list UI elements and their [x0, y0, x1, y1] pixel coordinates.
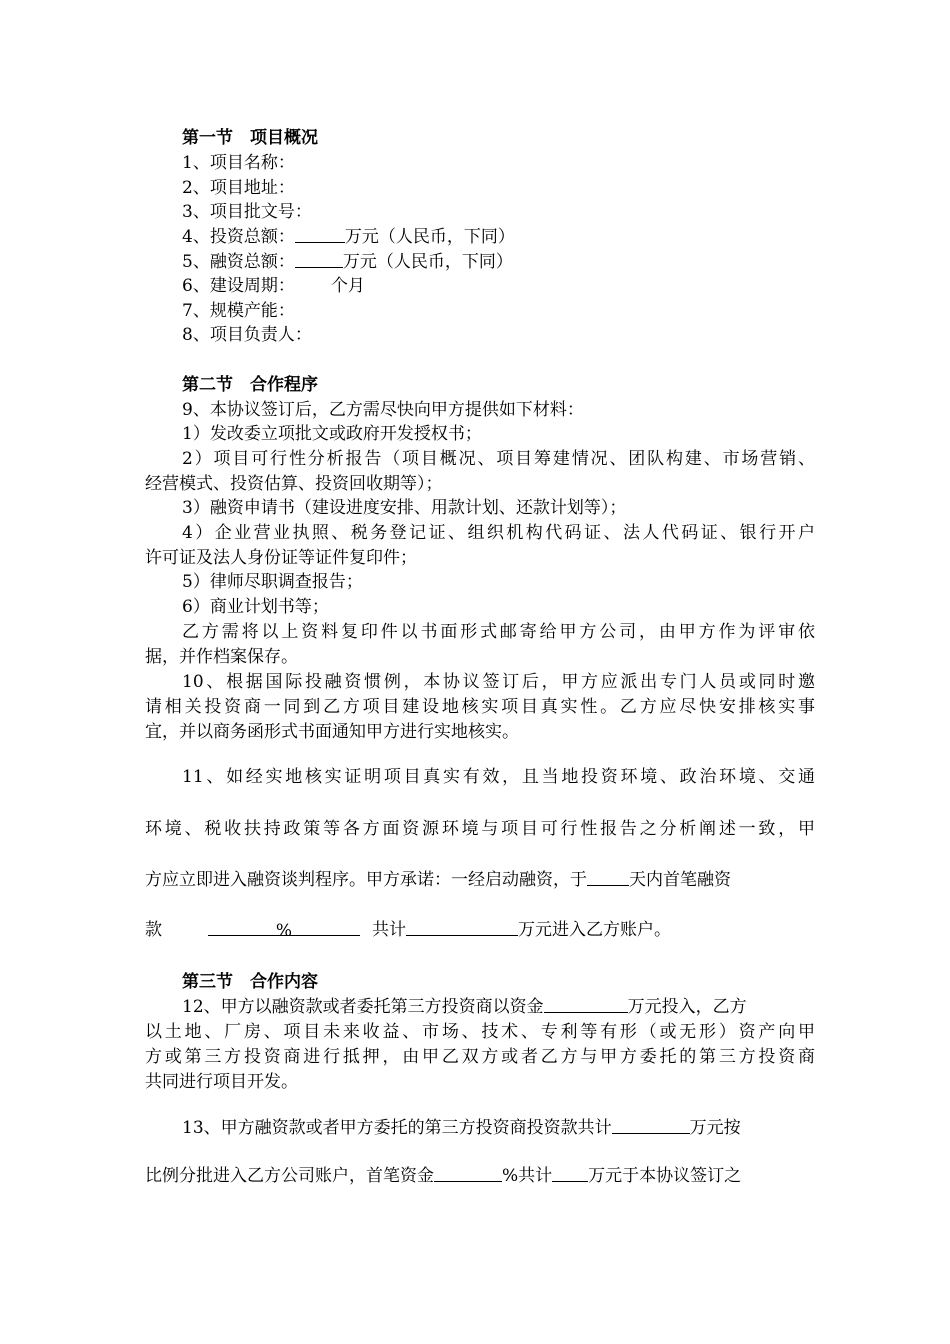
para-9: 9、本协议签订后，乙方需尽快向甲方提供如下材料： — [182, 400, 584, 420]
para-13-line-2-mid: %共计 — [502, 1166, 553, 1186]
item-construction-period-label: 6、建设周期： — [182, 276, 295, 296]
para-13-line-1-text: 13、甲方融资款或者甲方委托的第三方投资商投资款共计 — [182, 1118, 612, 1138]
para-12-line-2: 以土地、厂房、项目未来收益、市场、技术、专利等有形（或无形）资产向甲 — [145, 1022, 815, 1042]
item-construction-period-unit: 个月 — [330, 276, 365, 296]
para-13-line-1 — [182, 1116, 815, 1140]
para-12-line-1-tail: 万元投入，乙方 — [627, 997, 747, 1017]
item-construction-period — [182, 274, 815, 298]
material-3: 3）融资申请书（建设进度安排、用款计划、还款计划等）； — [182, 498, 627, 518]
item-investment-total — [182, 225, 815, 249]
para-11-line-3-tail: 天内首笔融资 — [629, 870, 731, 890]
section-1-heading: 第一节 项目概况 — [182, 128, 318, 148]
para-13-line-1-tail: 万元按 — [689, 1118, 741, 1138]
section-2-heading: 第二节 合作程序 — [182, 375, 318, 395]
item-financing-total — [182, 250, 815, 274]
para-12-line-1-text: 12、甲方以融资款或者委托第三方投资商以资金 — [182, 997, 544, 1017]
blank-underline — [434, 1165, 502, 1182]
para-10-line-1: 10、根据国际投融资惯例，本协议签订后，甲方应派出专门人员或同时邀 — [182, 672, 815, 692]
item-project-name: 1、项目名称： — [182, 153, 295, 173]
item-financing-total-label: 5、融资总额： — [182, 252, 295, 272]
para-11-line-1: 11、如经实地核实证明项目真实有效，且当地投资环境、政治环境、交通 — [182, 767, 815, 787]
para-11-line-4 — [145, 918, 815, 942]
item-approval-number: 3、项目批文号： — [182, 202, 312, 222]
blank-underline — [587, 869, 629, 886]
material-5: 5）律师尽职调查报告； — [182, 572, 363, 592]
blank-underline — [295, 251, 343, 268]
item-project-leader: 8、项目负责人： — [182, 325, 312, 345]
material-2-line-1: 2）项目可行性分析报告（项目概况、项目筹建情况、团队构建、市场营销、 — [182, 449, 815, 469]
material-2-line-2: 经营模式、投资估算、投资回收期等）； — [145, 474, 443, 494]
materials-note-line-2: 据，并作档案保存。 — [145, 647, 298, 667]
materials-note-line-1: 乙方需将以上资料复印件以书面形式邮寄给甲方公司，由甲方作为评审依 — [182, 622, 815, 642]
section-3-heading: 第三节 合作内容 — [182, 972, 318, 992]
para-12-line-1 — [182, 995, 815, 1019]
para-11-line-3 — [145, 868, 815, 892]
para-13-line-2-tail: 万元于本协议签订之 — [588, 1166, 742, 1186]
para-13-line-2 — [145, 1164, 815, 1188]
para-10-line-3: 宜，并以商务函形式书面通知甲方进行实地核实。 — [145, 722, 519, 742]
item-project-address: 2、项目地址： — [182, 178, 295, 198]
blank-underline-percent — [208, 919, 360, 941]
blank-underline — [552, 1165, 588, 1182]
item-capacity: 7、规模产能： — [182, 301, 295, 321]
para-12-line-3: 方或第三方投资商进行抵押，由甲乙双方或者乙方与甲方委托的第三方投资商 — [145, 1047, 815, 1067]
material-4-line-1: 4）企业营业执照、税务登记证、组织机构代码证、法人代码证、银行开户 — [182, 523, 815, 543]
blank-underline — [295, 226, 345, 243]
para-13-line-2-text: 比例分批进入乙方公司账户，首笔资金 — [145, 1166, 434, 1186]
para-11-line-3-text: 方应立即进入融资谈判程序。甲方承诺：一经启动融资，于 — [145, 870, 587, 890]
material-6: 6）商业计划书等； — [182, 597, 329, 617]
material-4-line-2: 许可证及法人身份证等证件复印件； — [145, 548, 417, 568]
blank-underline — [544, 996, 628, 1013]
para-11-line-2: 环境、税收扶持政策等各方面资源环境与项目可行性报告之分析阐述一致，甲 — [145, 819, 815, 839]
para-11-line-4-lead: 款 — [145, 920, 162, 940]
percent-sign: % — [275, 921, 293, 941]
para-10-line-2: 请相关投资商一同到乙方项目建设地核实项目真实性。乙方应尽快安排核实事 — [145, 697, 815, 717]
item-financing-total-unit: 万元（人民币，下同） — [342, 252, 513, 272]
blank-underline — [406, 919, 518, 936]
para-12-line-4: 共同进行项目开发。 — [145, 1072, 298, 1092]
blank-underline — [612, 1117, 690, 1134]
item-investment-total-unit: 万元（人民币，下同） — [344, 227, 515, 247]
item-investment-total-label: 4、投资总额： — [182, 227, 295, 247]
para-11-line-4-total: 共计 — [372, 920, 406, 940]
para-11-line-4-tail: 万元进入乙方账户。 — [518, 920, 671, 940]
material-1: 1）发改委立项批文或政府开发授权书； — [182, 424, 482, 444]
